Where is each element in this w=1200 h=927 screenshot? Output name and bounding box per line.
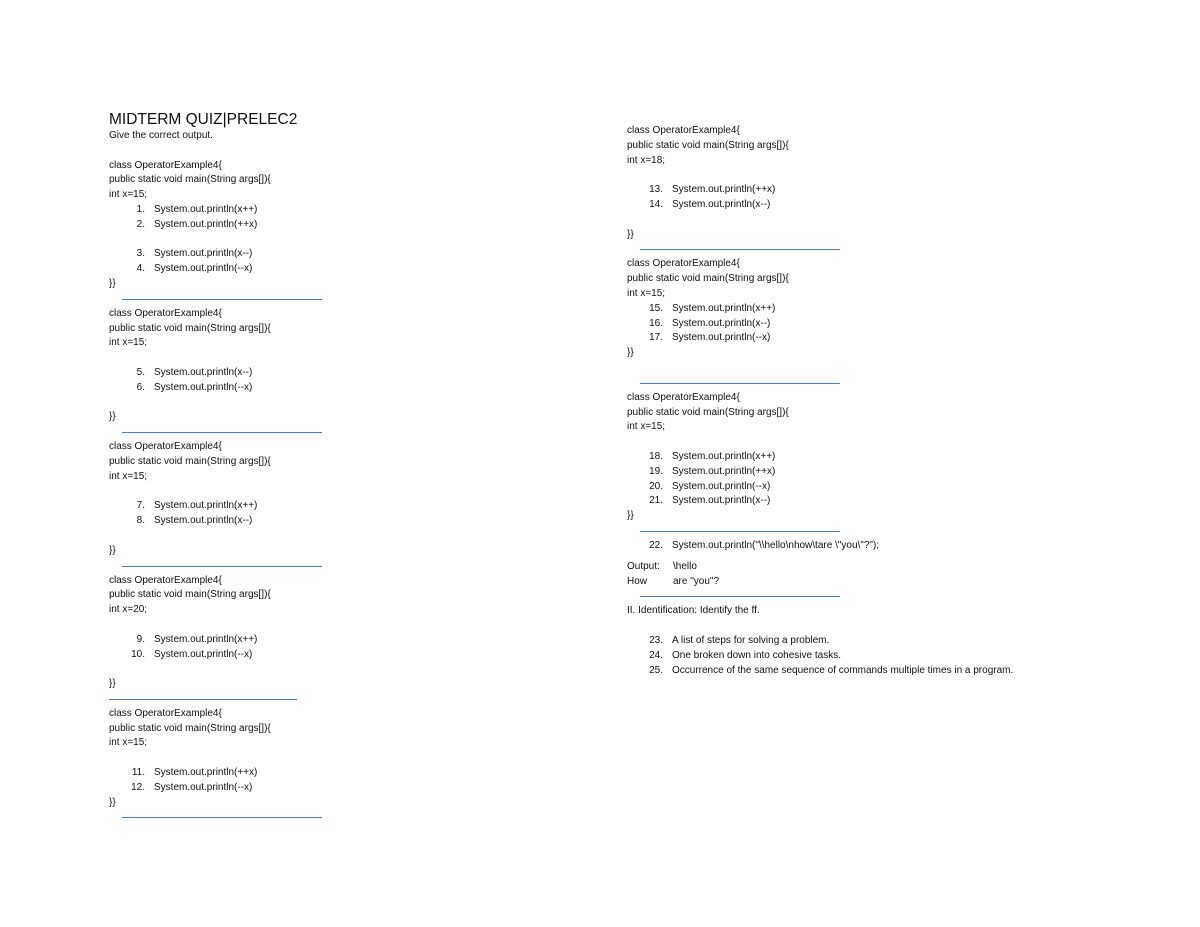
output-line-1: Output: \hello	[627, 560, 697, 572]
init-line: int x=20;	[109, 604, 148, 616]
question-item: 6. System.out.println(--x)	[136, 381, 253, 393]
identification-heading: II. Identification: Identify the ff.	[627, 605, 760, 617]
separator-line	[640, 596, 840, 597]
class-line: class OperatorExample4{	[109, 307, 222, 319]
question-item: 19. System.out.println(++x)	[649, 465, 776, 477]
question-item: 21. System.out.println(x--)	[649, 495, 771, 507]
main-line: public static void main(String args[]){	[627, 139, 789, 151]
separator-line	[640, 531, 840, 532]
class-line: class OperatorExample4{	[627, 258, 740, 270]
separator-line	[109, 699, 297, 700]
question-item: 4. System.out.println(--x)	[136, 263, 253, 275]
question-item: 10. System.out.println(--x)	[131, 648, 253, 660]
question-item: 7. System.out.println(x++)	[136, 500, 258, 512]
init-line: int x=15;	[627, 287, 666, 299]
identification-item: 23. A list of steps for solving a problem.	[649, 634, 830, 646]
class-line: class OperatorExample4{	[109, 441, 222, 453]
question-item: 16. System.out.println(x--)	[649, 317, 771, 329]
output-line-2: How are "you"?	[627, 575, 720, 587]
question-item: 12. System.out.println(--x)	[131, 781, 253, 793]
instruction-text: Give the correct output.	[109, 130, 213, 141]
separator-line	[122, 432, 322, 433]
close-line: }}	[109, 544, 116, 556]
close-line: }}	[109, 411, 116, 423]
class-line: class OperatorExample4{	[627, 391, 740, 403]
close-line: }}	[627, 228, 634, 240]
question-item: 11. System.out.println(++x)	[131, 767, 258, 779]
separator-line	[122, 299, 322, 300]
question-item: 3. System.out.println(x--)	[136, 248, 253, 260]
separator-line	[122, 566, 322, 567]
init-line: int x=18;	[627, 154, 666, 166]
question-item: 20. System.out.println(--x)	[649, 480, 771, 492]
identification-item: 24. One broken down into cohesive tasks.	[649, 649, 841, 661]
question-item: 13. System.out.println(++x)	[649, 184, 776, 196]
separator-line	[640, 383, 840, 384]
class-line: class OperatorExample4{	[627, 125, 740, 136]
question-item: 14. System.out.println(x--)	[649, 198, 771, 210]
close-line: }}	[109, 678, 116, 690]
class-line: class OperatorExample4{	[109, 159, 222, 171]
main-line: public static void main(String args[]){	[109, 589, 271, 601]
main-line: public static void main(String args[]){	[109, 174, 271, 186]
close-line: }}	[109, 796, 116, 808]
question-item-22: 22. System.out.println("\\hello\nhow\tare \"you\"?");	[649, 539, 880, 551]
main-line: public static void main(String args[]){	[627, 273, 789, 285]
question-item: 5. System.out.println(x--)	[136, 366, 253, 378]
code-block-5	[109, 707, 569, 811]
right-column	[627, 124, 1167, 678]
class-line: class OperatorExample4{	[109, 574, 222, 586]
init-line: int x=15;	[109, 470, 148, 482]
code-block-3	[109, 440, 569, 558]
question-item: 2. System.out.println(++x)	[136, 218, 258, 230]
question-item: 18. System.out.println(x++)	[649, 450, 776, 462]
code-block-4	[109, 574, 569, 692]
question-item: 9. System.out.println(x++)	[136, 633, 258, 645]
identification-item: 25. Occurrence of the same sequence of commands multiple times in a program.	[649, 664, 1014, 676]
code-block-8	[627, 391, 1167, 524]
init-line: int x=15;	[109, 189, 148, 201]
quiz-title: MIDTERM QUIZ|PRELEC2	[109, 111, 298, 128]
main-line: public static void main(String args[]){	[109, 322, 271, 334]
left-column	[109, 111, 569, 825]
code-block-7	[627, 257, 1167, 361]
init-line: int x=15;	[109, 737, 148, 749]
question-item: 1. System.out.println(x++)	[136, 203, 258, 215]
class-line: class OperatorExample4{	[109, 707, 222, 719]
main-line: public static void main(String args[]){	[627, 406, 789, 418]
close-line: }}	[627, 510, 634, 522]
question-item: 8. System.out.println(x--)	[136, 515, 253, 527]
close-line: }}	[109, 277, 116, 289]
main-line: public static void main(String args[]){	[109, 455, 271, 467]
close-line: }}	[627, 347, 634, 359]
separator-line	[640, 249, 840, 250]
init-line: int x=15;	[627, 421, 666, 433]
main-line: public static void main(String args[]){	[109, 722, 271, 734]
question-item: 17. System.out.println(--x)	[649, 332, 771, 344]
code-block-6	[627, 124, 1167, 242]
question-item: 15. System.out.println(x++)	[649, 302, 776, 314]
separator-line	[122, 817, 322, 818]
init-line: int x=15;	[109, 337, 148, 349]
code-block-1	[109, 159, 569, 292]
code-block-2	[109, 307, 569, 425]
